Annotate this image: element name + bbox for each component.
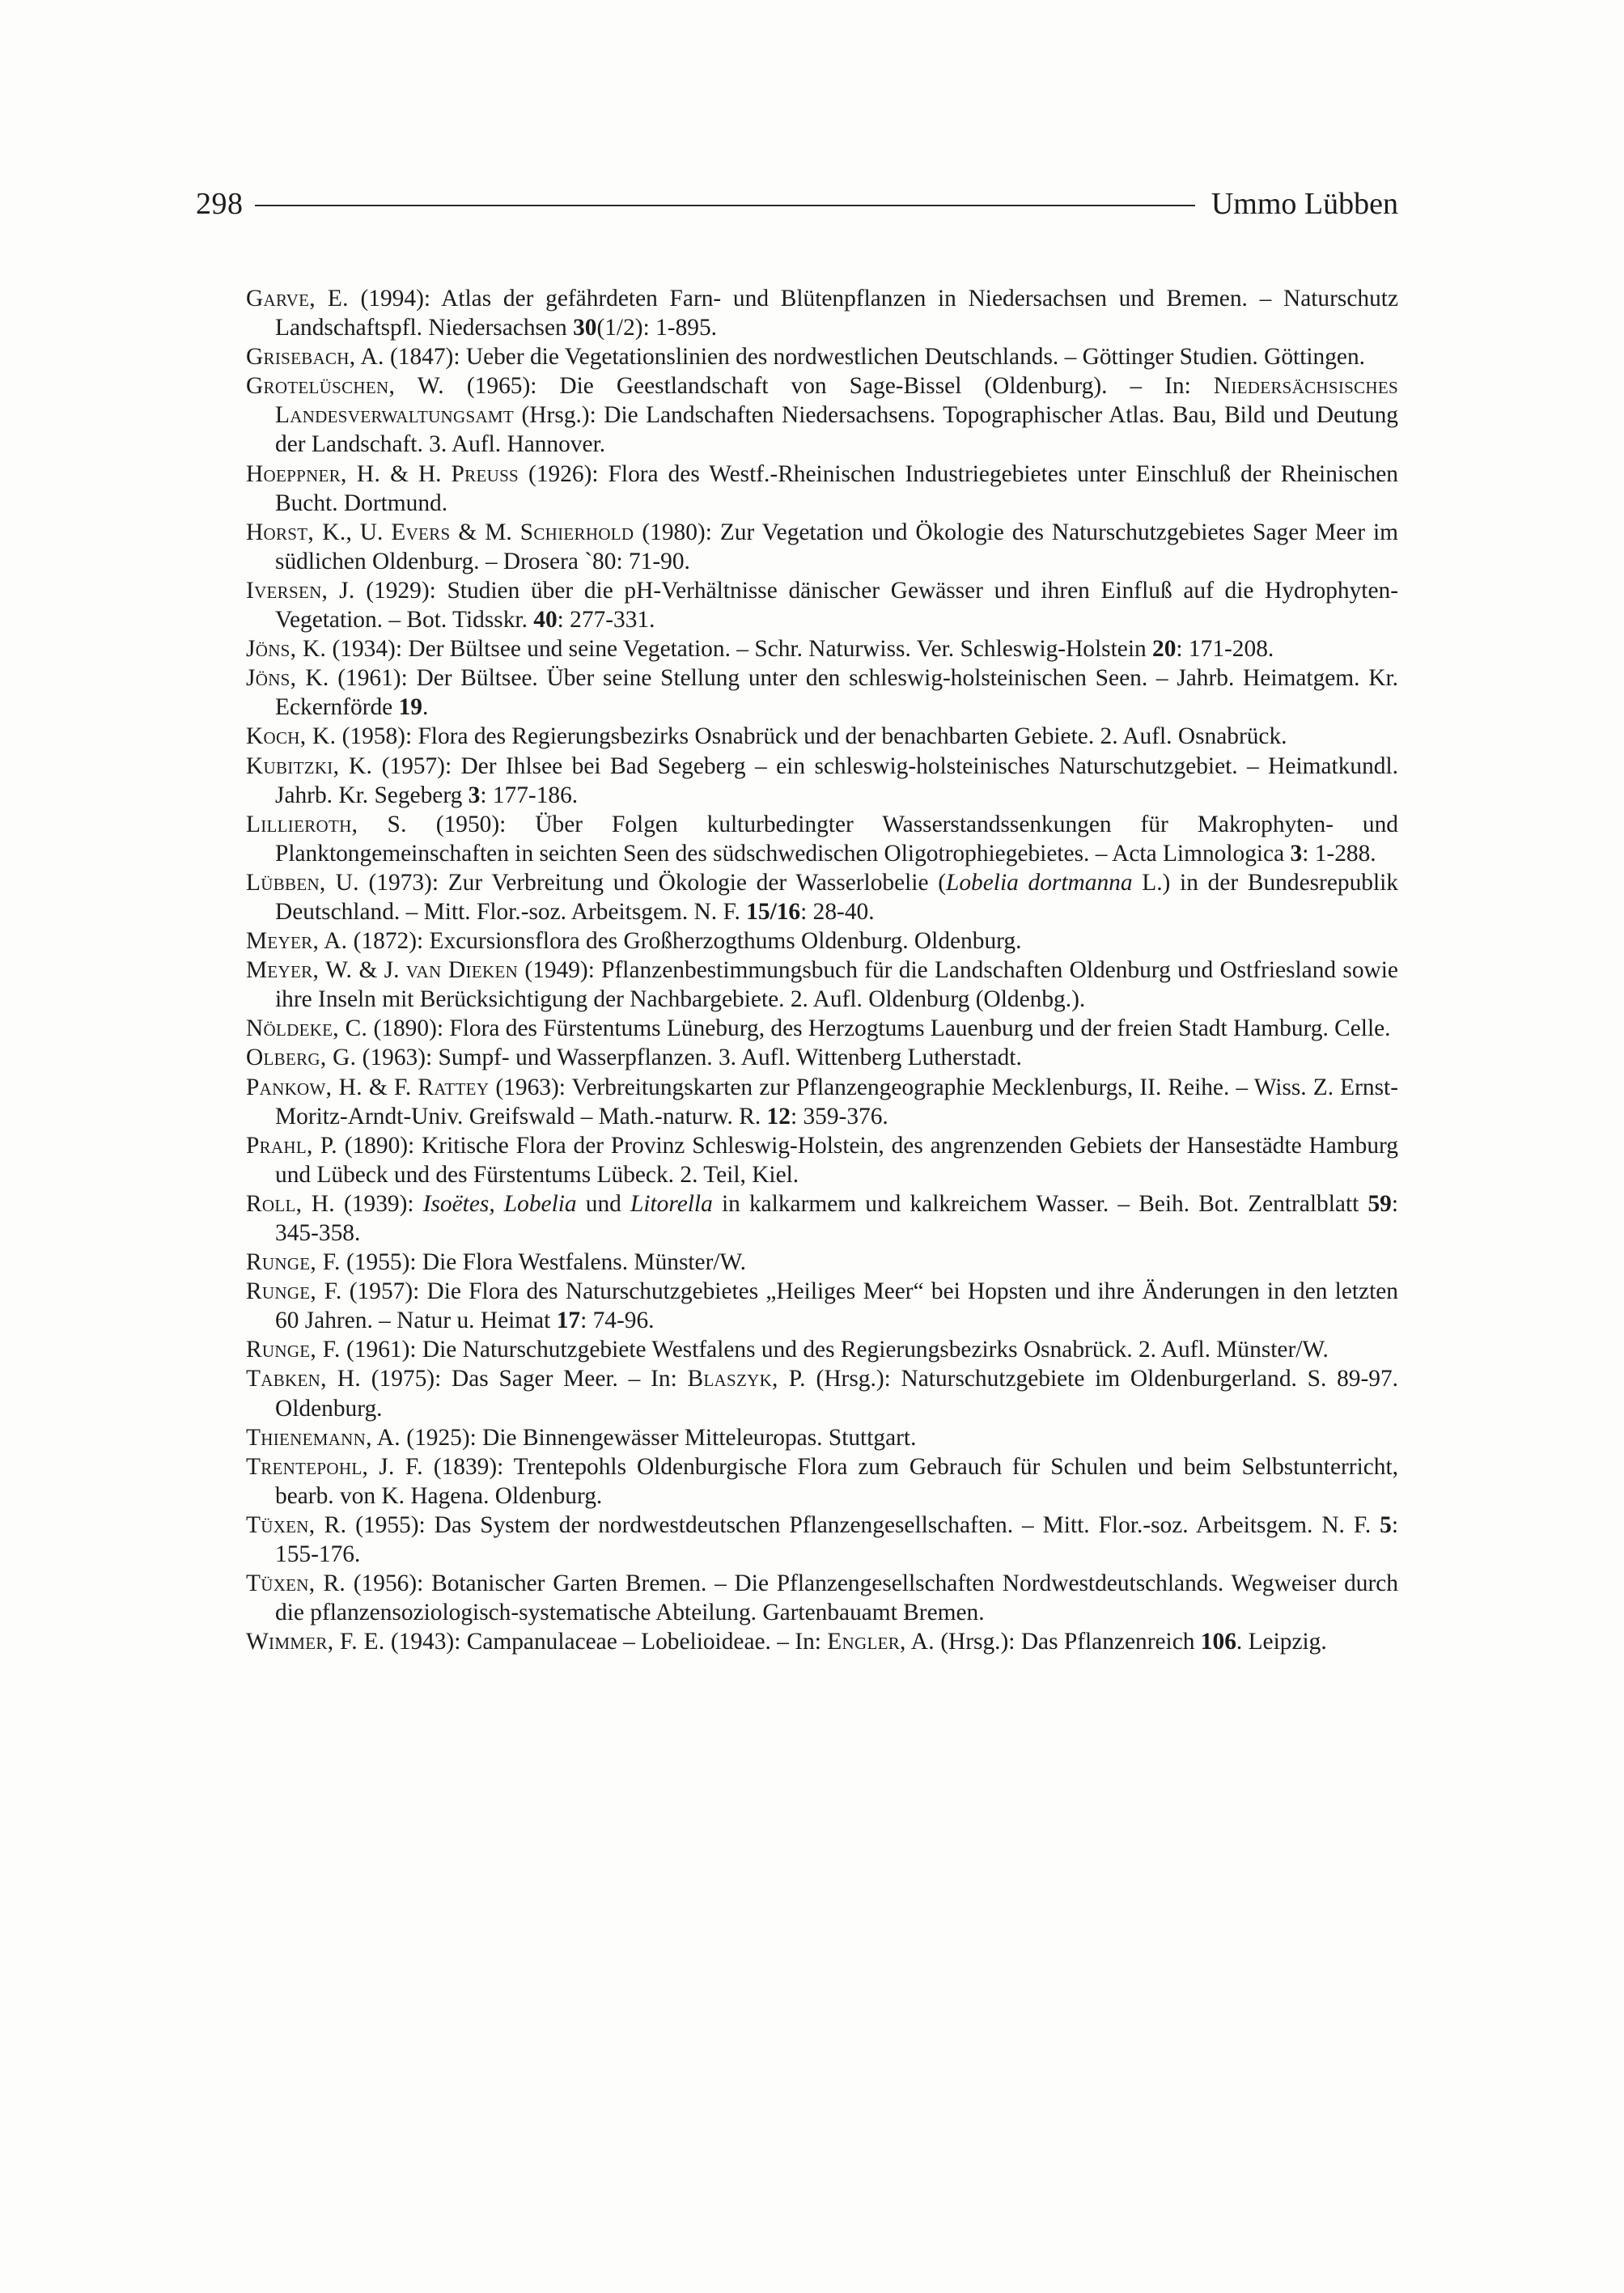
running-head: Ummo Lübben	[1211, 187, 1398, 221]
reference-text: (1925): Die Binnengewässer Mitteleuropas. Stuttgart.	[400, 1424, 917, 1451]
reference-text: : 177-186.	[480, 782, 579, 808]
reference-volume: 15/16	[746, 898, 801, 925]
reference-text: (1965): Die Geestlandschaft von Sage-Bissel (Oldenburg). – In:	[443, 373, 1214, 400]
reference-author: Garve, E.	[246, 286, 349, 312]
reference-entry	[246, 460, 1398, 518]
reference-author: Jöns, K.	[246, 665, 329, 692]
reference-italic-text: Litorella	[630, 1190, 713, 1217]
reference-author: Blaszyk, P.	[687, 1366, 806, 1392]
reference-text: (1929): Studien über die pH-Verhältnisse dänischer Gewässer und ihren Einfluß auf die Hydrophyten-Vegetation. – Bot. Tidsskr.	[275, 577, 1398, 634]
reference-volume: 3	[1290, 840, 1303, 867]
reference-text: (1973): Zur Verbreitung und Ökologie der Wasserlobelie (	[358, 869, 947, 896]
reference-text: : 1-288.	[1302, 840, 1376, 867]
reference-text: (Hrsg.): Das Pflanzenreich	[934, 1629, 1201, 1655]
reference-entry	[246, 1511, 1398, 1569]
reference-author: Preuss	[451, 460, 519, 487]
reference-author: Kubitzki, K.	[246, 752, 373, 779]
reference-author: Thienemann, A.	[246, 1424, 401, 1451]
reference-text: (1980): Zur Vegetation und Ökologie des Naturschutzgebietes Sager Meer im südlichen Oldenburg. – Drosera `80: 71-90.	[275, 519, 1398, 574]
reference-text: (1961): Der Bültsee. Über seine Stellung unter den schleswig-holsteinischen Seen. – Jahrb. Heimatgem. Kr. Eckernförde	[275, 665, 1398, 721]
reference-volume: 12	[766, 1103, 791, 1130]
reference-text: (1939):	[334, 1190, 423, 1217]
reference-author: Niedersächsisches Landesverwaltungsamt	[275, 373, 1398, 429]
reference-text: & F.	[362, 1074, 418, 1100]
reference-italic-text: Lobelia dortmanna	[946, 869, 1133, 896]
reference-entry	[246, 1014, 1398, 1043]
reference-volume: 59	[1367, 1190, 1392, 1217]
reference-entry	[246, 1569, 1398, 1627]
reference-author: Tüxen, R.	[246, 1511, 347, 1538]
reference-entry	[246, 663, 1398, 722]
reference-author: Tüxen, R.	[246, 1570, 346, 1597]
reference-entry	[246, 342, 1398, 371]
reference-text: (1956): Botanischer Garten Bremen. – Die Pflanzengesellschaften Nordwestdeutschlands. Wegweiser durch die pflanzensoziologisch-systematische Abteilung. Gartenbauamt Bremen.	[275, 1570, 1398, 1626]
reference-text: : 171-208.	[1176, 636, 1274, 663]
reference-author: Runge, F.	[246, 1337, 341, 1363]
reference-entry	[246, 1131, 1398, 1189]
reference-text: (1943): Campanulaceae – Lobelioideae. – In:	[384, 1629, 828, 1655]
reference-author: Pankow, H.	[246, 1074, 363, 1100]
reference-text: & J.	[352, 957, 406, 984]
reference-text: (1872): Excursionsflora des Großherzogthums Oldenburg. Oldenburg.	[347, 928, 1022, 955]
reference-text: & M.	[450, 519, 520, 545]
reference-text: : 74-96.	[580, 1308, 655, 1334]
reference-entry	[246, 722, 1398, 751]
reference-author: Lübben, U.	[246, 869, 359, 896]
reference-author: Evers	[391, 519, 451, 545]
reference-volume: 30	[573, 315, 597, 341]
reference-text: (1890): Kritische Flora der Provinz Schleswig-Holstein, des angrenzenden Gebiets der Hansestädte Hamburg und Lübeck und des Fürstentums Lübeck. 2. Teil, Kiel.	[275, 1132, 1398, 1188]
reference-text: (1963): Sumpf- und Wasserpflanzen. 3. Aufl. Wittenberg Lutherstadt.	[356, 1045, 1022, 1071]
reference-entry	[246, 284, 1398, 342]
reference-entry	[246, 1277, 1398, 1335]
reference-entry	[246, 1189, 1398, 1248]
reference-entry	[246, 810, 1398, 868]
reference-entry	[246, 518, 1398, 576]
reference-author: Grotelüschen, W.	[246, 373, 444, 400]
reference-entry	[246, 1364, 1398, 1422]
reference-entry	[246, 752, 1398, 810]
reference-author: Tabken, H.	[246, 1366, 361, 1392]
reference-text: (1955): Das System der nordwestdeutschen Pflanzengesellschaften. – Mitt. Flor.-soz. Arbeitsgem. N. F.	[346, 1511, 1380, 1538]
reference-text: (1963): Verbreitungskarten zur Pflanzengeographie Mecklenburgs, II. Reihe. – Wiss. Z. Ernst-Moritz-Arndt-Univ. Greifswald – Math.-naturw. R.	[275, 1074, 1398, 1130]
reference-volume: 40	[533, 607, 558, 634]
reference-volume: 3	[468, 782, 481, 808]
reference-text: : 155-176.	[275, 1511, 1398, 1568]
reference-text: (1839): Trentepohls Oldenburgische Flora zum Gebrauch für Schulen und beim Selbstunterricht, bearb. von K. Hagena. Oldenburg.	[275, 1453, 1398, 1509]
reference-text: (1955): Die Flora Westfalens. Münster/W.	[340, 1249, 746, 1276]
reference-text: : 359-376.	[790, 1103, 888, 1130]
reference-text: . Leipzig.	[1236, 1629, 1327, 1655]
reference-text: (1934): Der Bültsee und seine Vegetation. – Schr. Naturwiss. Ver. Schleswig-Holstein	[326, 636, 1153, 663]
reference-entry	[246, 634, 1398, 663]
reference-volume: 19	[398, 694, 422, 721]
reference-text: (1890): Flora des Fürstentums Lüneburg, des Herzogtums Lauenburg und der freien Stadt Hamburg. Celle.	[367, 1015, 1391, 1042]
reference-entry	[246, 1627, 1398, 1656]
reference-author: Horst, K.	[246, 519, 346, 545]
reference-author: Prahl, P.	[246, 1132, 337, 1159]
reference-text: (1/2): 1-895.	[596, 315, 718, 341]
reference-text: (1847): Ueber die Vegetationslinien des nordwestlichen Deutschlands. – Göttinger Studien. Göttingen.	[384, 344, 1366, 371]
reference-text: in kalkarmem und kalkreichem Wasser. – Beih. Bot. Zentralblatt	[712, 1190, 1368, 1217]
reference-author: Trentepohl, J. F.	[246, 1453, 423, 1480]
reference-text: (Hrsg.): Naturschutzgebiete im Oldenburgerland. S. 89-97. Oldenburg.	[275, 1366, 1398, 1422]
reference-author: Olberg, G.	[246, 1045, 357, 1071]
header-rule	[255, 205, 1195, 206]
reference-volume: 5	[1380, 1511, 1392, 1538]
reference-author: Grisebach, A.	[246, 344, 384, 371]
reference-author: Schierhold	[519, 519, 634, 545]
reference-volume: 17	[556, 1308, 581, 1334]
reference-entry	[246, 576, 1398, 634]
reference-entry	[246, 956, 1398, 1014]
page-header	[196, 180, 1398, 228]
reference-author: Lillieroth, S.	[246, 811, 407, 837]
reference-text: : 28-40.	[800, 898, 875, 925]
reference-italic-text: Isoëtes, Lobelia	[422, 1190, 577, 1217]
reference-text: (1957): Der Ihlsee bei Bad Segeberg – ein schleswig-holsteinisches Naturschutzgebiet. – Heimatkundl. Jahrb. Kr. Segeberg	[275, 752, 1398, 808]
reference-text: (1975): Das Sager Meer. – In:	[360, 1366, 688, 1392]
reference-text: (1958): Flora des Regierungsbezirks Osnabrück und der benachbarten Gebiete. 2. Aufl. Osnabrück.	[336, 723, 1287, 750]
reference-author: Runge, F.	[246, 1278, 342, 1305]
reference-text: (1961): Die Naturschutzgebiete Westfalens und des Regierungsbezirks Osnabrück. 2. Aufl. Münster/W.	[340, 1337, 1329, 1363]
reference-author: Meyer, A.	[246, 928, 348, 955]
reference-text: (1957): Die Flora des Naturschutzgebietes „Heiliges Meer“ bei Hopsten und ihre Änderungen in den letzten 60 Jahren. – Natur u. Heimat	[275, 1278, 1398, 1334]
reference-text: L.) in der Bundesrepublik Deutschland. – Mitt. Flor.-soz. Arbeitsgem. N. F.	[275, 869, 1398, 925]
reference-author: van Dieken	[405, 957, 519, 984]
reference-author: Hoeppner, H.	[246, 460, 381, 487]
reference-entry	[246, 1423, 1398, 1452]
reference-list	[246, 284, 1398, 1656]
reference-text: (1926): Flora des Westf.-Rheinischen Industriegebietes unter Einschluß der Rheinischen Bucht. Dortmund.	[275, 460, 1398, 516]
reference-author: Iversen, J.	[246, 577, 355, 604]
reference-author: Rattey	[418, 1074, 490, 1100]
reference-author: Koch, K.	[246, 723, 337, 750]
reference-author: Runge, F.	[246, 1249, 341, 1276]
reference-text: und	[576, 1190, 630, 1217]
reference-entry	[246, 1335, 1398, 1364]
reference-text: .	[422, 694, 429, 721]
reference-author: Roll, H.	[246, 1190, 335, 1217]
reference-text: : 345-358.	[275, 1190, 1398, 1246]
reference-author: Engler, A.	[827, 1629, 935, 1655]
reference-entry	[246, 1073, 1398, 1131]
reference-entry	[246, 1452, 1398, 1511]
reference-text: (1950): Über Folgen kulturbedingter Wasserstandssenkungen für Makrophyten- und Planktongemeinschaften in seichten Seen des südschwedischen Oligotrophiegebietes. – Acta Limnologica	[275, 811, 1398, 867]
reference-volume: 106	[1200, 1629, 1236, 1655]
reference-text: (Hrsg.): Die Landschaften Niedersachsens. Topographischer Atlas. Bau, Bild und Deutung der Landschaft. 3. Aufl. Hannover.	[275, 402, 1398, 458]
reference-author: Jöns, K.	[246, 636, 327, 663]
reference-volume: 20	[1152, 636, 1177, 663]
reference-entry	[246, 1043, 1398, 1072]
reference-text: (1949): Pflanzenbestimmungsbuch für die Landschaften Oldenburg und Ostfriesland sowie ihre Inseln mit Berücksichtigung der Nachbargebiete. 2. Aufl. Oldenburg (Oldenbg.).	[275, 957, 1398, 1013]
reference-text: : 277-331.	[557, 607, 655, 634]
reference-author: Wimmer, F. E.	[246, 1629, 385, 1655]
reference-entry	[246, 1248, 1398, 1277]
reference-author: Nöldeke, C.	[246, 1015, 368, 1042]
reference-text: (1994): Atlas der gefährdeten Farn- und Blütenpflanzen in Niedersachsen und Bremen. – Naturschutz Landschaftspfl. Niedersachsen	[275, 286, 1398, 341]
page-number: 298	[196, 187, 244, 221]
reference-author: Meyer, W.	[246, 957, 353, 984]
reference-text: , U.	[346, 519, 392, 545]
reference-entry	[246, 371, 1398, 459]
reference-text: & H.	[380, 460, 452, 487]
reference-entry	[246, 926, 1398, 956]
reference-entry	[246, 868, 1398, 926]
